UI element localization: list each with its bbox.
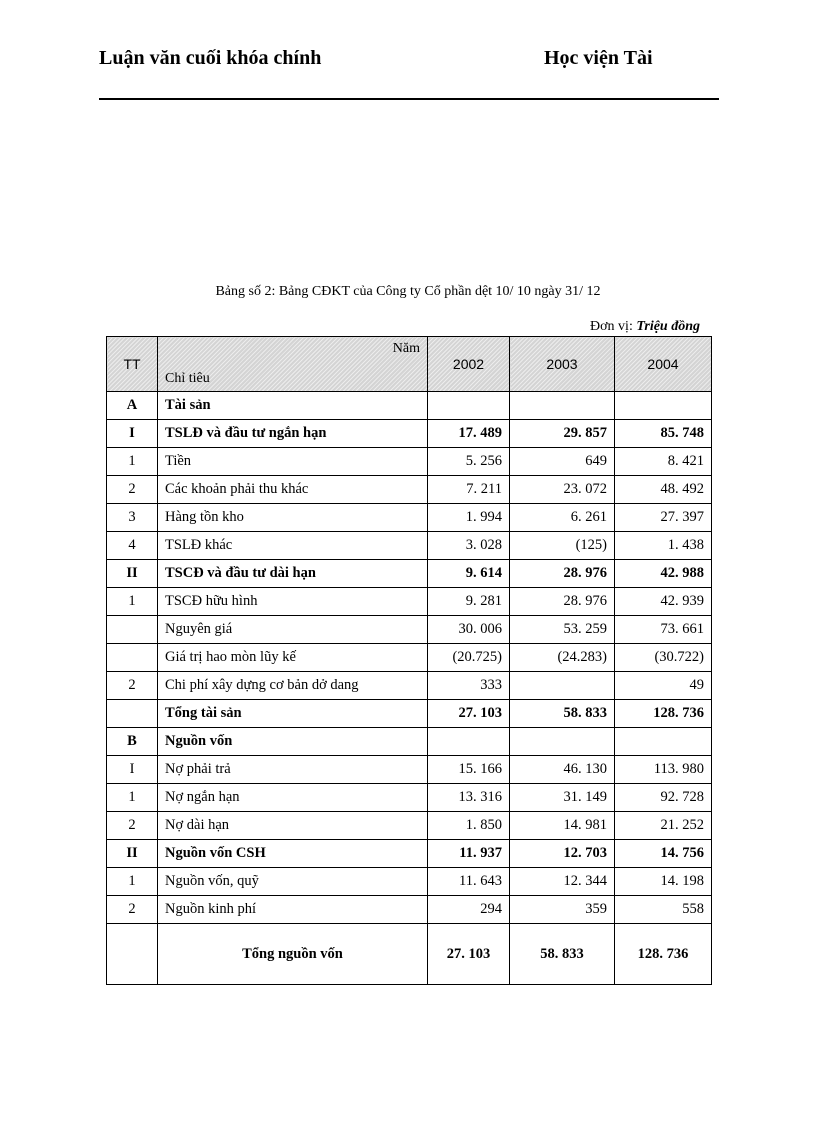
table-row: [107, 868, 712, 896]
row-value-2003: 28. 976: [510, 588, 615, 616]
table-row: [107, 700, 712, 728]
row-value-2003: 359: [510, 896, 615, 924]
row-tt: 2: [107, 812, 158, 840]
row-value-2004: 558: [615, 896, 712, 924]
row-tt: [107, 700, 158, 728]
row-value-2003: 53. 259: [510, 616, 615, 644]
row-tt: 1: [107, 448, 158, 476]
row-label: Tài sản: [158, 392, 428, 420]
row-tt: [107, 616, 158, 644]
row-value-2002: 11. 937: [428, 840, 510, 868]
row-value-2004: (30.722): [615, 644, 712, 672]
table-row: [107, 476, 712, 504]
row-value-2004: 27. 397: [615, 504, 712, 532]
total-row: [107, 924, 712, 985]
row-value-2002: 1. 994: [428, 504, 510, 532]
table-row: [107, 644, 712, 672]
header-year-2003: 2003: [510, 337, 615, 392]
table-caption: Bảng số 2: Bảng CĐKT của Công ty Cổ phần dệt 10/ 10 ngày 31/ 12: [215, 284, 601, 299]
row-value-2002: 17. 489: [428, 420, 510, 448]
row-value-2002: 11. 643: [428, 868, 510, 896]
row-value-2004: 14. 756: [615, 840, 712, 868]
row-value-2004: 49: [615, 672, 712, 700]
row-value-2004: [615, 728, 712, 756]
row-value-2002: 3. 028: [428, 532, 510, 560]
header-year-2004: 2004: [615, 337, 712, 392]
row-value-2004: 73. 661: [615, 616, 712, 644]
row-value-2003: 29. 857: [510, 420, 615, 448]
total-label: Tổng nguồn vốn: [158, 924, 428, 985]
row-tt: II: [107, 560, 158, 588]
row-label: Nguyên giá: [158, 616, 428, 644]
unit-label: Đơn vị:: [590, 319, 633, 334]
row-value-2004: 21. 252: [615, 812, 712, 840]
header-year-2002: 2002: [428, 337, 510, 392]
row-tt: 1: [107, 784, 158, 812]
row-tt: B: [107, 728, 158, 756]
row-value-2002: (20.725): [428, 644, 510, 672]
total-value-2004: 128. 736: [615, 924, 712, 985]
row-value-2002: 13. 316: [428, 784, 510, 812]
row-tt: II: [107, 840, 158, 868]
row-value-2002: 15. 166: [428, 756, 510, 784]
row-tt: 1: [107, 588, 158, 616]
row-label: Các khoản phải thu khác: [158, 476, 428, 504]
row-tt: 2: [107, 476, 158, 504]
row-value-2002: 294: [428, 896, 510, 924]
row-value-2002: 9. 614: [428, 560, 510, 588]
row-value-2002: 333: [428, 672, 510, 700]
table-header-row: [107, 337, 712, 392]
header-chi-tieu: Chỉ tiêu: [165, 371, 210, 386]
row-label: TSLĐ khác: [158, 532, 428, 560]
row-value-2002: 5. 256: [428, 448, 510, 476]
row-value-2004: 92. 728: [615, 784, 712, 812]
table-row: [107, 840, 712, 868]
row-tt: 2: [107, 672, 158, 700]
table-row: [107, 560, 712, 588]
table-row: [107, 728, 712, 756]
row-tt: 4: [107, 532, 158, 560]
row-value-2002: 7. 211: [428, 476, 510, 504]
row-value-2003: 12. 703: [510, 840, 615, 868]
row-value-2004: 85. 748: [615, 420, 712, 448]
row-tt: I: [107, 420, 158, 448]
table-row: [107, 504, 712, 532]
row-value-2004: 128. 736: [615, 700, 712, 728]
row-value-2004: 113. 980: [615, 756, 712, 784]
unit-value: Triệu đồng: [636, 319, 700, 334]
row-label: TSLĐ và đầu tư ngắn hạn: [158, 420, 428, 448]
row-value-2002: 9. 281: [428, 588, 510, 616]
row-value-2004: 1. 438: [615, 532, 712, 560]
table-row: [107, 784, 712, 812]
row-value-2003: 28. 976: [510, 560, 615, 588]
table-row: [107, 756, 712, 784]
table-row: [107, 672, 712, 700]
row-value-2004: [615, 392, 712, 420]
row-tt: I: [107, 756, 158, 784]
total-value-2002: 27. 103: [428, 924, 510, 985]
table-row: [107, 616, 712, 644]
row-label: Nguồn vốn, quỹ: [158, 868, 428, 896]
row-value-2003: 14. 981: [510, 812, 615, 840]
row-label: Tiền: [158, 448, 428, 476]
unit-note: [590, 318, 700, 336]
row-label: Nguồn vốn CSH: [158, 840, 428, 868]
row-value-2004: 14. 198: [615, 868, 712, 896]
row-label: Hàng tồn kho: [158, 504, 428, 532]
row-label: Nguồn kinh phí: [158, 896, 428, 924]
row-value-2002: [428, 728, 510, 756]
header-right-title: Học viện Tài: [544, 47, 653, 69]
row-value-2003: (125): [510, 532, 615, 560]
row-value-2002: 1. 850: [428, 812, 510, 840]
table-row: [107, 392, 712, 420]
row-value-2004: 48. 492: [615, 476, 712, 504]
row-value-2003: [510, 728, 615, 756]
header-left-title: Luận văn cuối khóa chính: [99, 47, 322, 69]
row-label: Chi phí xây dựng cơ bản dở dang: [158, 672, 428, 700]
row-label: Tổng tài sản: [158, 700, 428, 728]
row-value-2004: 8. 421: [615, 448, 712, 476]
row-value-2002: 30. 006: [428, 616, 510, 644]
row-value-2003: 46. 130: [510, 756, 615, 784]
row-tt: 2: [107, 896, 158, 924]
row-tt: [107, 644, 158, 672]
row-value-2004: 42. 939: [615, 588, 712, 616]
table-row: [107, 420, 712, 448]
row-value-2002: 27. 103: [428, 700, 510, 728]
row-tt: 1: [107, 868, 158, 896]
header-diagonal-cell: [158, 337, 428, 392]
page-header: [99, 46, 719, 100]
row-label: TSCĐ hữu hình: [158, 588, 428, 616]
row-value-2003: 58. 833: [510, 700, 615, 728]
row-tt: A: [107, 392, 158, 420]
table-row: [107, 448, 712, 476]
row-value-2002: [428, 392, 510, 420]
row-value-2003: 649: [510, 448, 615, 476]
row-value-2003: 12. 344: [510, 868, 615, 896]
row-value-2003: [510, 672, 615, 700]
row-label: Nợ phải trả: [158, 756, 428, 784]
row-value-2003: [510, 392, 615, 420]
row-value-2003: 23. 072: [510, 476, 615, 504]
row-value-2003: 6. 261: [510, 504, 615, 532]
row-tt: 3: [107, 504, 158, 532]
table-row: [107, 588, 712, 616]
row-value-2003: 31. 149: [510, 784, 615, 812]
table-row: [107, 896, 712, 924]
table-row: [107, 532, 712, 560]
total-value-2003: 58. 833: [510, 924, 615, 985]
row-label: Nguồn vốn: [158, 728, 428, 756]
row-value-2004: 42. 988: [615, 560, 712, 588]
header-tt: TT: [107, 337, 158, 392]
table-row: [107, 812, 712, 840]
row-label: Nợ dài hạn: [158, 812, 428, 840]
row-label: Giá trị hao mòn lũy kế: [158, 644, 428, 672]
total-tt-cell: [107, 924, 158, 985]
row-label: Nợ ngắn hạn: [158, 784, 428, 812]
header-nam: Năm: [392, 341, 420, 356]
balance-sheet-table: [106, 336, 712, 985]
row-value-2003: (24.283): [510, 644, 615, 672]
row-label: TSCĐ và đầu tư dài hạn: [158, 560, 428, 588]
table-body: [107, 392, 712, 924]
